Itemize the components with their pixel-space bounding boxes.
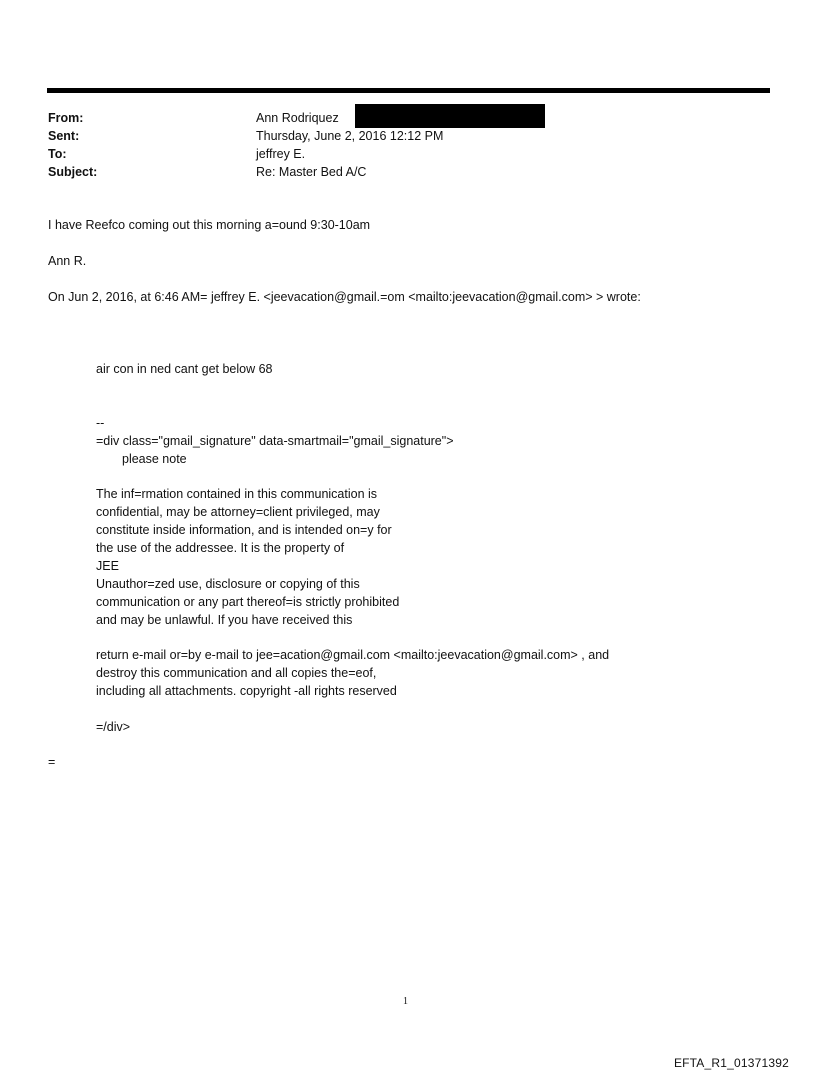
quoted-message: [96, 360, 273, 378]
disclaimer-line: including all attachments. copyright -all rights reserved: [96, 684, 397, 698]
disclaimer-line: The inf=rmation contained in this communication is: [96, 487, 378, 501]
trailing-equals: =: [48, 755, 56, 769]
subject-label: Subject:: [48, 165, 98, 179]
disclaimer-line: return e-mail or=by e-mail to jee=acation@gmail.com <mailto:jeevacation@gmail.com> , and: [96, 648, 610, 662]
disclaimer-line: and may be unlawful. If you have received this: [96, 613, 353, 627]
signature-dashes: --: [96, 416, 105, 430]
disclaimer-paragraph-1: [96, 485, 399, 629]
bates-number: EFTA_R1_01371392: [673, 1056, 789, 1070]
signature-div-close-block: [96, 718, 130, 736]
sent-row: [48, 127, 768, 145]
disclaimer-line: Unauthor=zed use, disclosure or copying of this: [96, 577, 360, 591]
header-rule: [47, 88, 770, 93]
page-number: 1: [403, 996, 408, 1007]
from-label: From:: [48, 111, 84, 125]
subject-value: Re: Master Bed A/C: [256, 165, 367, 179]
from-value: Ann Rodriquez: [256, 111, 339, 125]
disclaimer-line: JEE: [96, 559, 119, 573]
message-signoff: Ann R.: [48, 254, 87, 268]
signature-please-note: please note: [122, 452, 187, 466]
to-label: To:: [48, 147, 67, 161]
disclaimer-line: confidential, may be attorney=client privileged, may: [96, 505, 380, 519]
disclaimer-paragraph-2: [96, 646, 609, 700]
quoted-signature: [96, 414, 454, 468]
sent-label: Sent:: [48, 129, 80, 143]
message-line: I have Reefco coming out this morning a=ound 9:30-10am: [48, 218, 371, 232]
disclaimer-line: the use of the addressee. It is the property of: [96, 541, 345, 555]
subject-row: [48, 163, 768, 181]
to-row: [48, 145, 768, 163]
message-attribution: On Jun 2, 2016, at 6:46 AM= jeffrey E. <jeevacation@gmail.=om <mailto:jeevacation@gmail.com> > wrote:: [48, 290, 641, 304]
disclaimer-line: destroy this communication and all copies the=eof,: [96, 666, 377, 680]
disclaimer-line: constitute inside information, and is intended on=y for: [96, 523, 392, 537]
sent-value: Thursday, June 2, 2016 12:12 PM: [256, 129, 444, 143]
disclaimer-line: communication or any part thereof=is strictly prohibited: [96, 595, 400, 609]
signature-div-close: =/div>: [96, 720, 131, 734]
quoted-line: air con in ned cant get below 68: [96, 362, 273, 376]
to-value: jeffrey E.: [256, 147, 306, 161]
signature-div-open: =div class="gmail_signature" data-smartmail="gmail_signature">: [96, 434, 454, 448]
redaction-box: [355, 104, 545, 128]
